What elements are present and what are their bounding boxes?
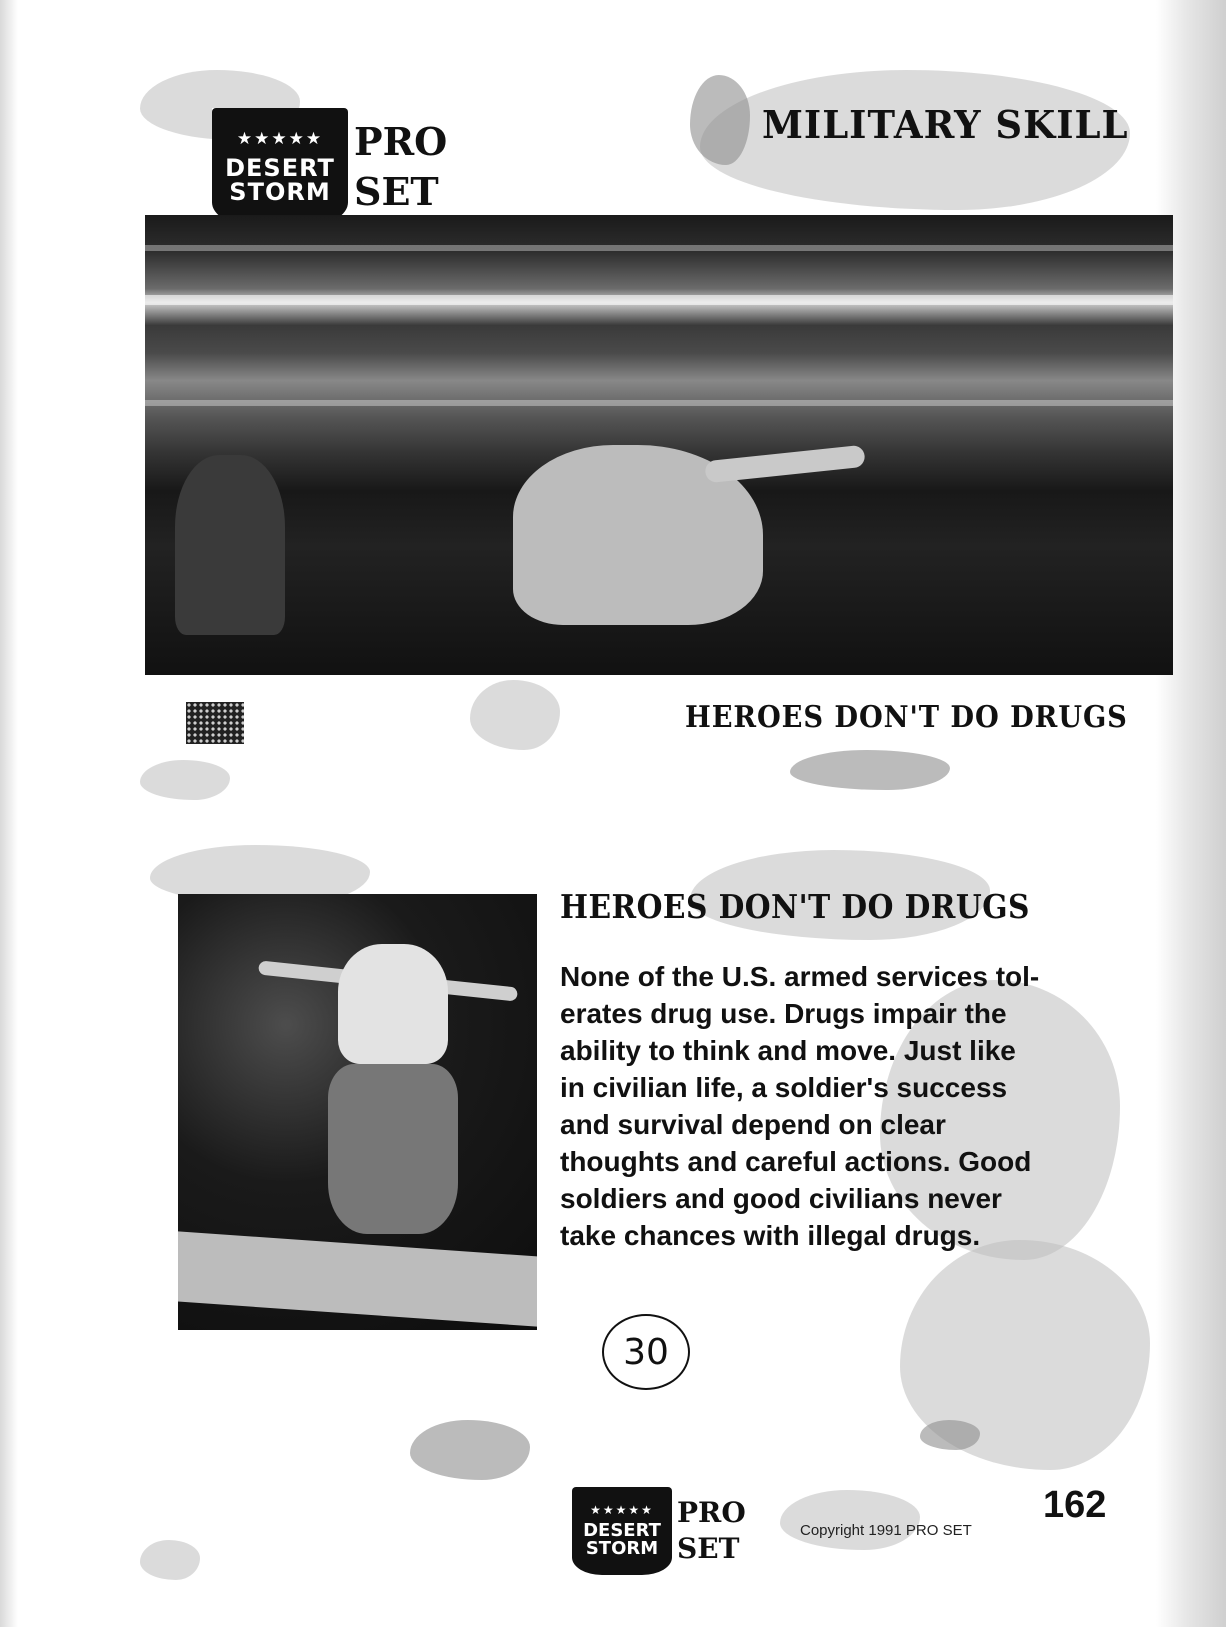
- camo-blotch: [690, 75, 750, 165]
- body-line: ability to think and move. Just like: [560, 1035, 1016, 1066]
- front-photo: [145, 215, 1173, 675]
- photo-streak: [145, 245, 1173, 251]
- body-line: take chances with illegal drugs.: [560, 1220, 981, 1251]
- card-category-heading: MILITARY SKILL: [762, 102, 1129, 147]
- desert-storm-pro-set-logo-small: [572, 1487, 746, 1575]
- hologram-patch: [186, 702, 244, 744]
- desert-storm-shield: [572, 1487, 672, 1575]
- logo-word-pro: PRO: [354, 119, 448, 164]
- body-line: erates drug use. Drugs impair the: [560, 998, 1007, 1029]
- back-title: HEROES DON'T DO DRUGS: [560, 887, 1030, 926]
- logo-word-pro: PRO: [677, 1496, 746, 1529]
- camo-blotch: [780, 1490, 920, 1550]
- logo-word-storm: STORM: [229, 177, 331, 206]
- desert-storm-pro-set-logo: [212, 108, 447, 226]
- body-line: thoughts and careful actions. Good: [560, 1146, 1032, 1177]
- logo-word-set: SET: [677, 1532, 740, 1565]
- stars-icon: ★★★★★: [236, 128, 324, 149]
- photo-figure-soldier: [175, 455, 285, 635]
- body-line: and survival depend on clear: [560, 1109, 946, 1140]
- front-caption: HEROES DON'T DO DRUGS: [685, 700, 1128, 735]
- body-line: soldiers and good civilians never: [560, 1183, 1002, 1214]
- copyright-notice: Copyright 1991 PRO SET: [800, 1522, 972, 1539]
- photo-figure-arm: [704, 445, 865, 484]
- camo-blotch: [470, 680, 560, 750]
- desert-storm-shield: [212, 108, 348, 226]
- photo-streak: [145, 400, 1173, 406]
- photo-figure-legs: [328, 1064, 458, 1234]
- back-photo: [178, 894, 537, 1330]
- camo-blotch: [140, 1540, 200, 1580]
- pro-set-wordmark: [354, 119, 448, 214]
- stars-icon: ★★★★★: [590, 1503, 654, 1517]
- camo-blotch: [140, 760, 230, 800]
- body-line: in civilian life, a soldier's success: [560, 1072, 1008, 1103]
- back-body-text: [560, 958, 1120, 1254]
- logo-word-set: SET: [354, 169, 439, 214]
- book-spine-shadow: [0, 0, 18, 1627]
- logo-word-storm: STORM: [585, 1538, 659, 1559]
- handwritten-circled-number: 30: [602, 1314, 690, 1390]
- camo-blotch: [790, 750, 950, 790]
- photo-log: [178, 1231, 537, 1327]
- card-number: 162: [1043, 1484, 1107, 1526]
- body-line: None of the U.S. armed services tol-: [560, 961, 1040, 992]
- photo-figure-torso: [338, 944, 448, 1064]
- camo-blotch: [920, 1420, 980, 1450]
- photo-streak: [145, 295, 1173, 305]
- camo-blotch: [410, 1420, 530, 1480]
- logo-word-desert: DESERT: [225, 153, 335, 182]
- pro-set-wordmark: [677, 1496, 746, 1565]
- logo-word-desert: DESERT: [583, 1520, 661, 1541]
